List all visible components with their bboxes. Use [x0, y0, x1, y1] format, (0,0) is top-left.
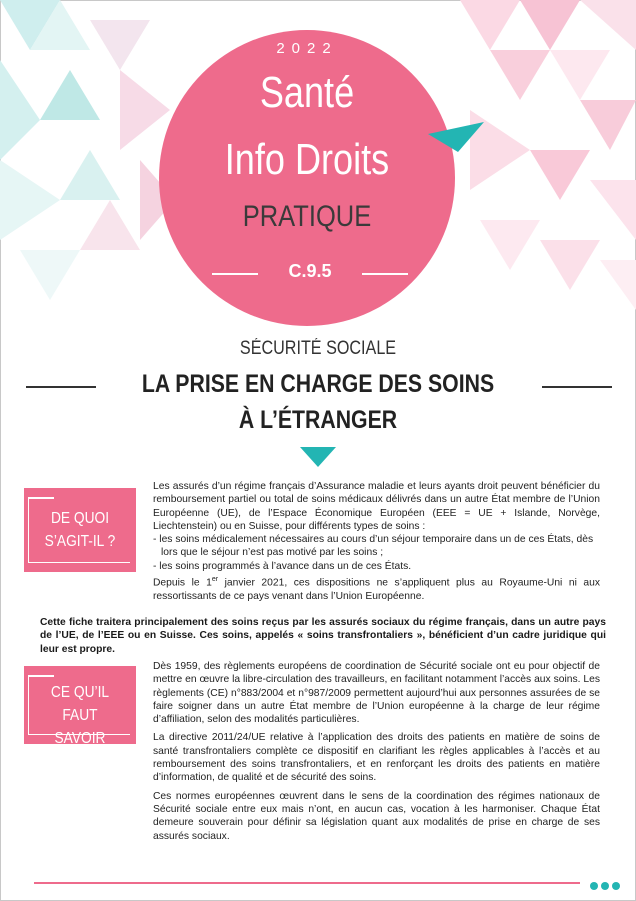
bullet-item: - les soins programmés à l’avance dans un de ces États. [153, 560, 412, 572]
callout-ce-quil-line2: FAUT SAVOIR [54, 707, 106, 747]
paragraph: La directive 2011/24/UE relative à l’application des droits des patients en matière de soins de santé transfrontaliers complète ce dispositif en clarifiant les règles applicables à l’accès et au remboursement des soins transfrontaliers, et en renforçant les droits des patients en matière d’information, de qualité et de sécurité des soins. [153, 732, 600, 784]
callout-de-quoi [24, 488, 136, 572]
footer-line [34, 882, 580, 884]
title-divider-left [26, 386, 96, 388]
sheet-code-row [212, 259, 408, 287]
brand-title-line2: Info Droits [224, 135, 390, 184]
section-de-quoi-text [153, 480, 600, 603]
callout-de-quoi-line2: S’AGIT-IL ? [44, 533, 116, 550]
brand-subtitle: PRATIQUE [242, 200, 372, 233]
publication-year: 2022 [276, 40, 338, 57]
bullet-item: - les soins médicalement nécessaires au cours d’un séjour temporaire dans un de ces États, dès lors que le séjour n’est pas motivé par les soins ; [153, 534, 594, 559]
brand-title-line1: Santé [259, 68, 355, 117]
main-title-line2: À L’ÉTRANGER [238, 406, 398, 434]
paragraph: Dès 1959, des règlements européens de coordination de Sécurité sociale ont eu pour objectif de mettre en œuvre la libre-circulation des travailleurs, en facilitant notamment l’accès aux soins. Les règlements (CE) n°883/2004 et n°987/2009 permettent aujourd’hui aux personnes assurées de se faire soigner dans un autre État membre de l’Union européenne à la charge de leur régime d’affiliation, selon des modalités particulières. [153, 661, 600, 726]
more-dots-icon [590, 877, 623, 895]
teal-arrow-decoration [428, 112, 484, 152]
divider-line [362, 273, 408, 275]
paragraph: Ces normes européennes œuvrent dans le sens de la coordination des régimes nationaux de Sécurité sociale entre eux mais n’ont, en aucun cas, vocation à les harmoniser. Chaque État demeure souverain pour définir sa législation quant aux modalités de prise en charge de ses assurés sociaux. [153, 790, 600, 842]
teal-triangle-icon [300, 447, 336, 467]
callout-de-quoi-line1: DE QUOI [50, 510, 110, 527]
sheet-code: C.9.5 [288, 261, 332, 281]
bold-summary: Cette fiche traitera principalement des soins reçus par les assurés sociaux du régime français, dans un autre pays de l’UE, de l’EEE ou en Suisse. Ces soins, appelés « soins transfrontaliers », bénéficient d’un cadre juridique qui leur est propre. [40, 617, 606, 655]
intro-paragraph: Les assurés d’un régime français d’Assurance maladie et leurs ayants droit peuvent bénéficier du remboursement partiel ou total de soins médicaux délivrés dans un autre État membre de l’Union Européenne (UE), de l’Espace Économique Européen (EEE = UE + Islande, Norvège, Liechtenstein) ou en Suisse, pour différents types de soins : [153, 481, 600, 532]
section-ce-quil-text [153, 660, 600, 848]
callout-ce-quil [24, 666, 136, 747]
brexit-paragraph: Depuis le 1er janvier 2021, ces dispositions ne s’appliquent plus au Royaume-Uni ni aux ressortissants de ce pays venant dans l’Union Européenne. [153, 576, 600, 602]
section-label: SÉCURITÉ SOCIALE [239, 338, 397, 359]
title-divider-right [542, 386, 612, 388]
main-title-line1: LA PRISE EN CHARGE DES SOINS [141, 370, 495, 398]
callout-ce-quil-line1: CE QU’IL [50, 684, 110, 701]
divider-line [212, 273, 258, 275]
